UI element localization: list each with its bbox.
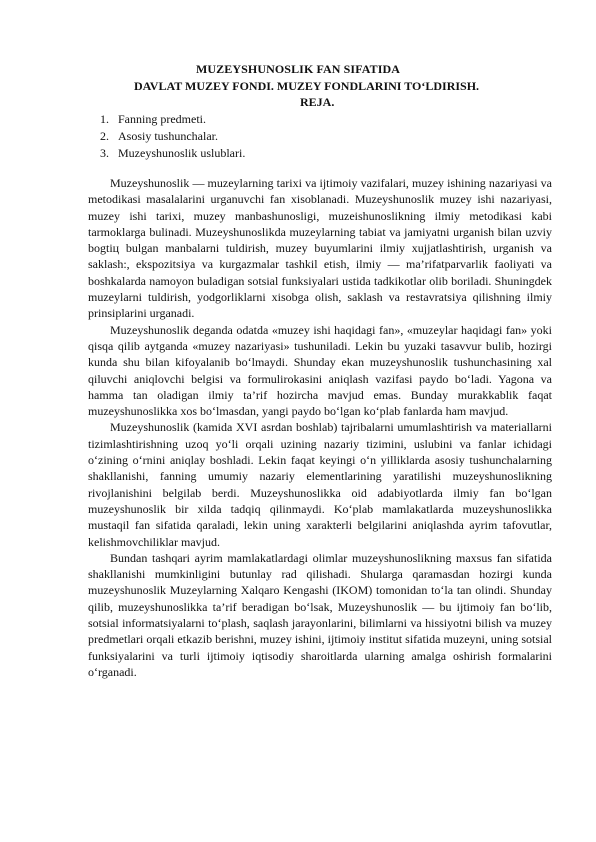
document-title: MUZEYSHUNOSLIK FAN SIFATIDA <box>195 62 401 76</box>
paragraph: Muzeyshunoslik — muzeylarning tarixi va ijtimoiy vazifalari, muzey ishining nazariyasi va metodikasi masalalarini urganuvchi fan xisoblanadi. Muzeyshunoslik muzey ishi nazariyasi, muzey ishi tarixi, muzey manbashunosligi, muzeishunoslikning ilmiy metodikasi kabi tarmoklarga bulinadi. Muzeyshunoslikda muzeylarning tabiat va jamiyatni urganish bilan uzviy bogtiц bulgan manbalarni tuldirish, muzey buyumlarini ilmiy xujjatlashtirish, urganish va saklash:, ekspozitsiya va kurgazmalar tashkil etish, ilmiy — ma’rifatparvarlik faoliyati va boshkalarda namoyon buladigan sotsial funksiyalari ustida tadkikotlar olib boriladi. Shuningdek muzeylarni tuldirish, yodgorliklarni xisobga olish, saklash va restavratsiya qilishning ilmiy prinsiplarini urganadi. <box>88 176 552 321</box>
plan-item-text: Muzeyshunoslik uslublari. <box>118 146 246 160</box>
plan-item-number: 2. <box>100 129 109 143</box>
plan-item <box>100 111 245 128</box>
paragraph: Muzeyshunoslik deganda odatda «muzey ishi haqidagi fan», «muzeylar haqidagi fan» yoki qisqa qilib aytganda «muzey nazariyasi» tushuniladi. Lekin bu yuzaki tasavvur bulib, hozirgi kunda shu bilan kifoyalanib bo‘lmaydi. Shunday ekan muzeyshunoslik tushunchasining xal qiluvchi aniqlovchi belgisi va formulirokasini aniqlash vazifasi paydo bo‘ladi. Yagona va hamma tan oladigan ilmiy ta’rif hozircha mavjud emas. Bunday murakkablik faqat muzeyshunoslikka xos bo‘lmasdan, yangi paydo bo‘lgan ko‘plab fanlarda ham mavjud. <box>88 322 552 419</box>
document-subtitle: DAVLAT MUZEY FONDI. MUZEY FONDLARINI TO‘LDIRISH. <box>134 79 480 93</box>
plan-item-number: 1. <box>100 112 109 126</box>
plan-item <box>100 145 245 162</box>
plan-item <box>100 128 245 145</box>
plan-list <box>100 111 245 162</box>
plan-item-text: Asosiy tushunchalar. <box>118 129 218 143</box>
plan-item-number: 3. <box>100 146 109 160</box>
paragraph: Muzeyshunoslik (kamida XVI asrdan boshlab) tajribalarni umumlashtirish va materiallarni tizimlashtirishning uzoq yo‘li orqali uzining nazariy tizimini, uslubini va fanlar ichidagi o‘zining o‘rnini aniqlay boshladi. Lekin faqat keyingi o‘n yilliklarda asosiy tushunchalarning shakllanishi, fanning umumiy nazariy elementlarining yaratilishi muzeyshunoslikning rivojlanishini belgilab berdi. Muzeyshunoslikka oid adabiyotlarda ilmiy fan bo‘lgan muzeyshunoslik bir xilda tadqiq qilinmaydi. Ko‘plab mamlakatlarda muzeyshunoslikka mustaqil fan sifatida qaraladi, lekin uning xarakterli belgilarini aniqlashda ayrim tafovutlar, kelishmovchiliklar mavjud. <box>88 420 552 549</box>
paragraph: Bundan tashqari ayrim mamlakatlardagi olimlar muzeyshunoslikning maxsus fan sifatida shakllanishi mumkinligini butunlay rad qilishadi. Shularga qaramasdan hozirgi kunda muzeyshunoslik Muzeylarning Xalqaro Kengashi (IKOM) tomonidan to‘la tan olindi. Shunday qilib, muzeyshunoslikka ta’rif beradigan bo‘lsak, Muzeyshunoslik — bu ijtimoiy fan bo‘lib, sotsial informatsiyalarni to‘plash, saqlash jarayonlarini, bilimlarni va hissiyotni bilish va muzey predmetlari orqali etkazib berishni, muzey ishini, ijtimoiy institut sifatida muzeyni, uning sotsial funksiyalarini va turli ijtimoiy iqtisodiy sharoitlarda ularning amalga oshirish formalarini o‘rganadi. <box>88 550 552 679</box>
plan-heading: REJA. <box>300 95 335 109</box>
body-text <box>88 175 552 680</box>
plan-item-text: Fanning predmeti. <box>118 112 206 126</box>
